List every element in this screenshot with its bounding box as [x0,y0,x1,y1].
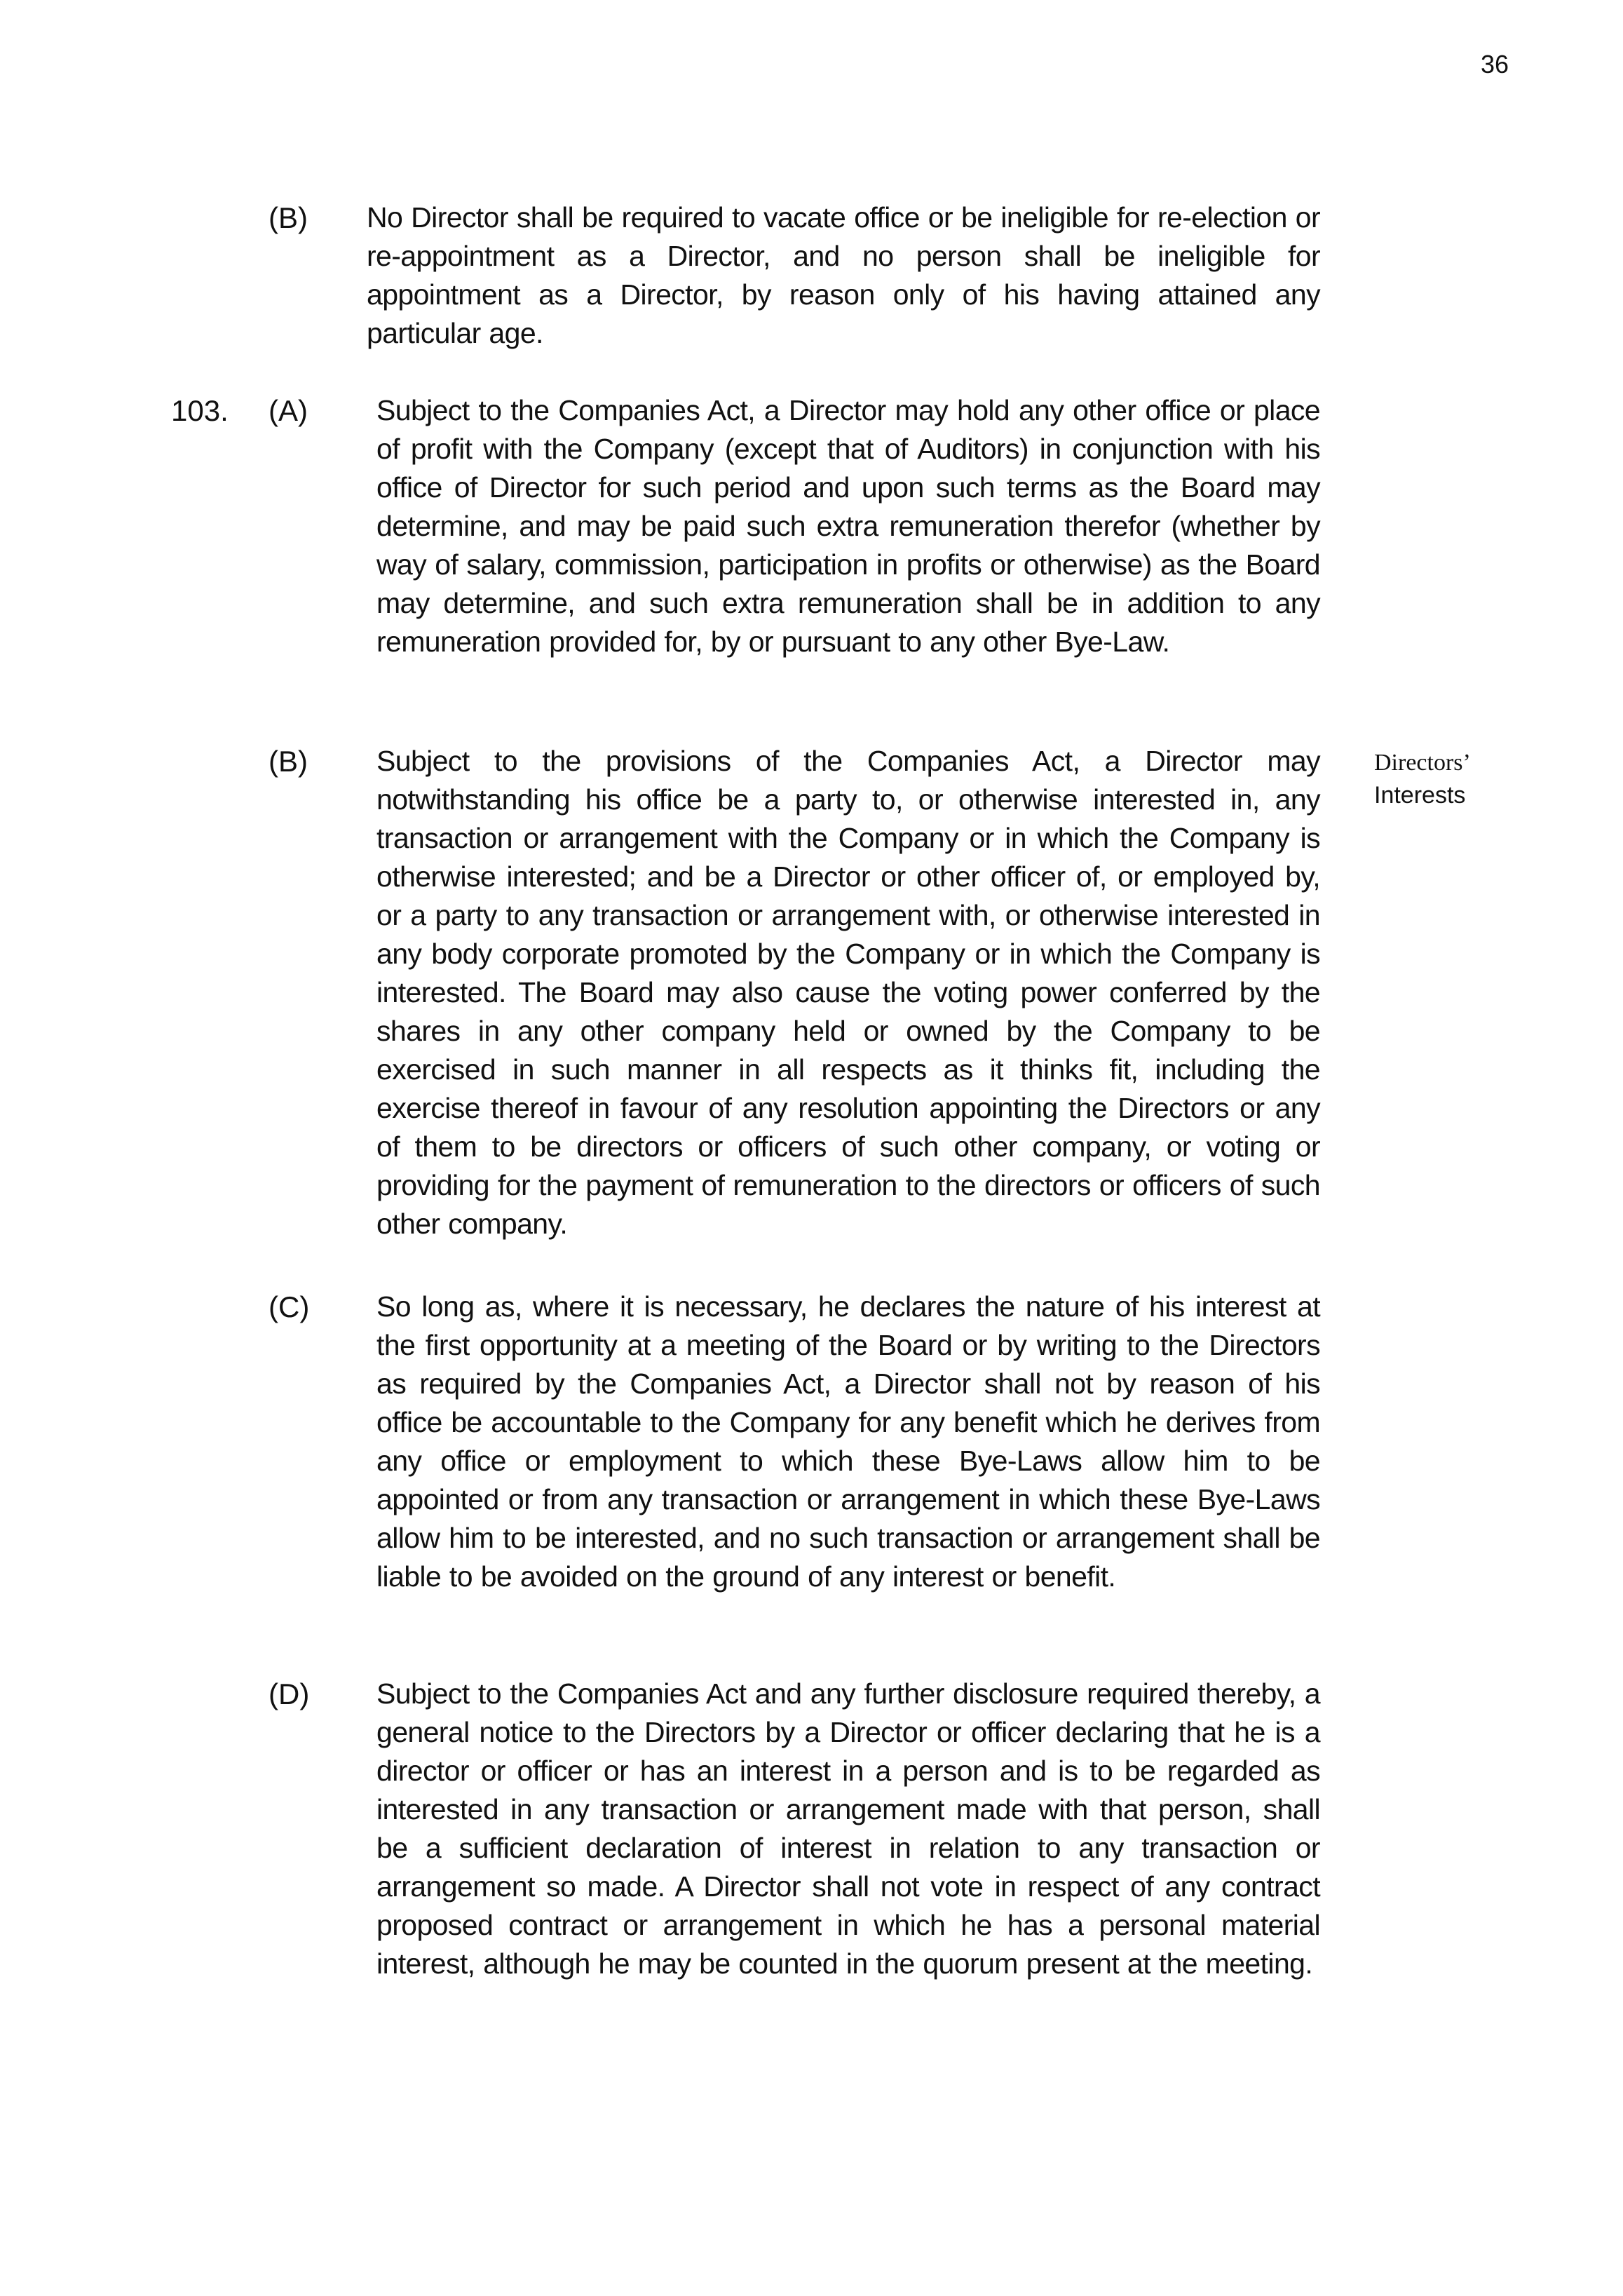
clause-label: (D) [269,1677,310,1710]
clause-text: Subject to the provisions of the Companies Act, a Director may notwithstanding his office be a party to, or otherwise interested in, any transaction or arrangement with the Company or in which the Company is otherwise interested; and be a Director or other officer of, or employed by, or a party to any transaction or arrangement with, or otherwise interested in any body corporate promoted by the Company or in which the Company is interested. The Board may also cause the voting power conferred by the shares in any other company held or owned by the Company to be exercised in such manner in all respects as it thinks fit, including the exercise thereof in favour of any resolution appointing the Directors or any of them to be directors or officers of such other company, or voting or providing for the payment of remuneration to the directors or officers of such other company. [376,745,1320,1240]
page-number: 36 [1481,50,1509,79]
clause-label: (A) [269,394,308,427]
clause-label: (C) [269,1290,310,1323]
margin-note-line-2: Interests [1374,782,1466,809]
clause-label: (B) [269,745,308,778]
clause-text: So long as, where it is necessary, he declares the nature of his interest at the first opportunity at a meeting of the Board or by writing to the Directors as required by the Companies Act, a Director shall not by reason of his office be accountable to the Company for any benefit which he derives from any office or employment to which these Bye-Laws allow him to be appointed or from any transaction or arrangement in which these Bye-Laws allow him to be interested, and no such transaction or arrangement shall be liable to be avoided on the ground of any interest or benefit. [376,1290,1320,1593]
margin-note [1374,747,1507,811]
clause-text: Subject to the Companies Act and any further disclosure required thereby, a general notice to the Directors by a Director or officer declaring that he is a director or officer or has an interest in a person and is to be regarded as interested in any transaction or arrangement made with that person, shall be a sufficient declaration of interest in relation to any transaction or arrangement so made. A Director shall not vote in respect of any contract proposed contract or arrangement in which he has a personal material interest, although he may be counted in the quorum present at the meeting. [376,1677,1320,1980]
clause-text: No Director shall be required to vacate office or be ineligible for re-election or re-appointment as a Director, and no person shall be ineligible for appointment as a Director, by reason only of his having attained any particular age. [367,201,1320,349]
clause-text: Subject to the Companies Act, a Director may hold any other office or place of profit with the Company (except that of Auditors) in conjunction with his office of Director for such period and upon such terms as the Board may determine, and may be paid such extra remuneration therefor (whether by way of salary, commission, participation in profits or otherwise) as the Board may determine, and such extra remuneration shall be in addition to any remuneration provided for, by or pursuant to any other Bye-Law. [376,394,1320,658]
clause-number: 103. [171,394,229,427]
margin-note-line-1: Directors’ [1374,750,1471,776]
clause-label: (B) [269,201,308,234]
